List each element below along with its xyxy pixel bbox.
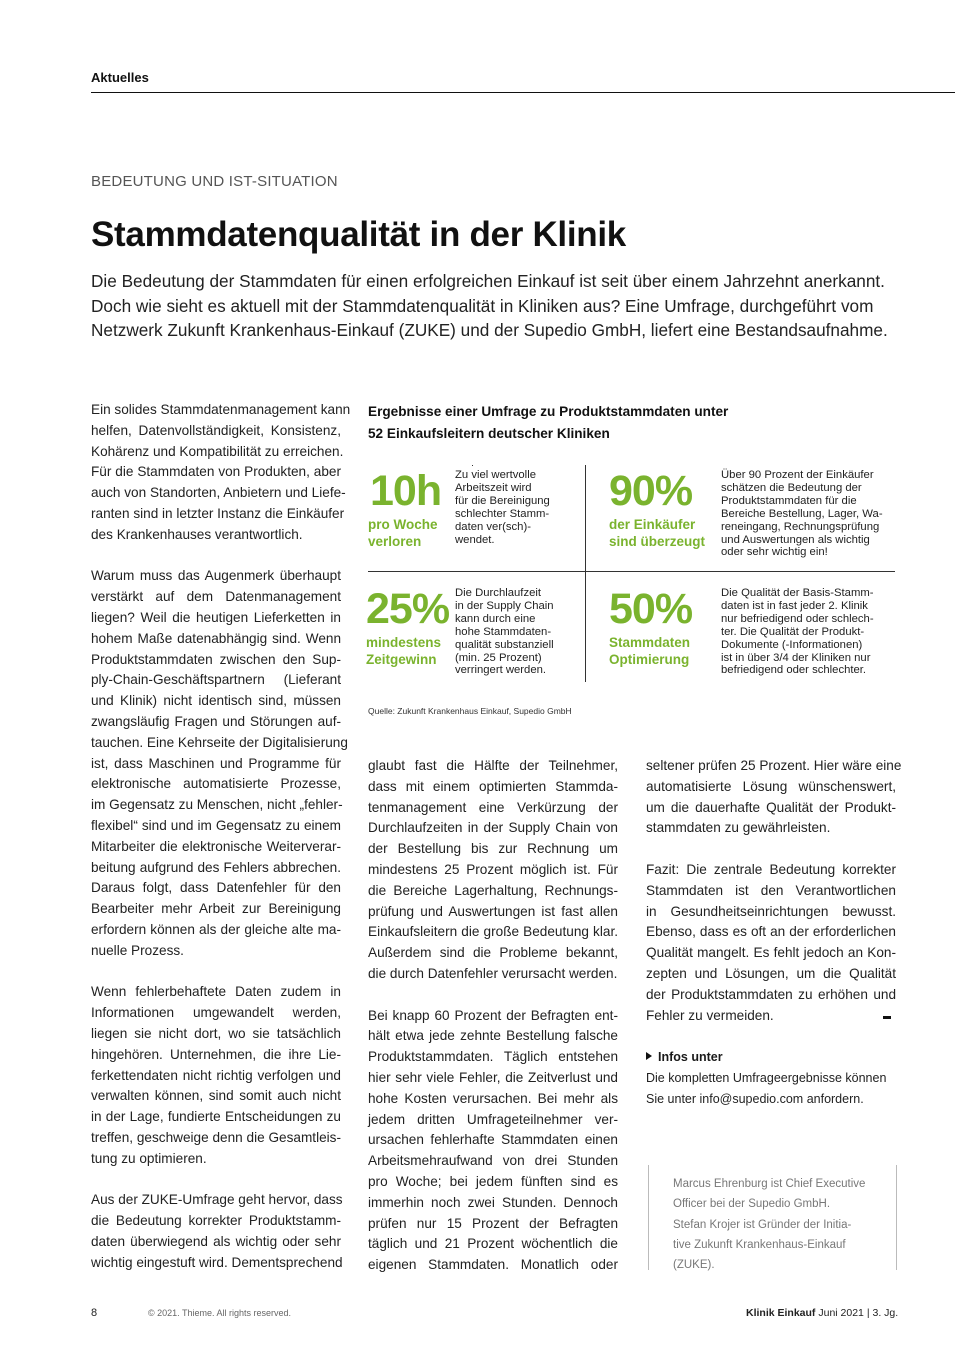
text-line: ist, dass Maschinen und Programme für <box>91 755 341 771</box>
infobox-horizontal-divider <box>368 571 895 572</box>
text-line: tauchen. Eine Kehrseite der Digitalisierung <box>91 734 348 750</box>
stat-label-line: sind überzeugt <box>609 533 706 549</box>
stat-label-line: mindestens <box>366 635 442 650</box>
page-number: 8 <box>91 1307 98 1319</box>
author-line: Stefan Krojer ist Gründer der Initia- <box>673 1219 852 1231</box>
text-line: Einkaufsleitern die große Bedeutung klar. <box>368 924 618 940</box>
text-line: in Gesundheitseinrichtungen bewusst. <box>646 903 896 919</box>
body-column-left <box>91 400 351 1273</box>
triangle-right-icon <box>646 1052 652 1060</box>
text-line: Arbeitsmehraufwand von drei Stunden <box>368 1153 618 1169</box>
text-line: elektronische automatisierte Prozesse, <box>91 776 341 792</box>
infobox-title <box>368 401 728 444</box>
info-text <box>646 1068 886 1110</box>
text-line: Aus der ZUKE-Umfrage geht hervor, dass <box>91 1192 343 1208</box>
text-line: ursachen fehlerhafte Stammdaten einen <box>368 1132 618 1148</box>
body-column-right <box>646 756 902 1026</box>
text-line: des Krankenhauses verantwortlich. <box>91 526 303 542</box>
info-heading-text: Infos unter <box>658 1050 723 1064</box>
text-line: zwangsläufig Fragen und Störungen auf- <box>91 713 341 729</box>
stat-value: 25% <box>366 585 450 633</box>
text-line: Außerdem sind die Probleme bekannt, <box>368 945 618 961</box>
stat-value: 10h <box>370 467 442 515</box>
text-line: Ebenso, dass es oft an der erforderlichen <box>646 924 896 940</box>
text-line: Stammdaten ist den Verantwortlichen <box>646 882 896 898</box>
stat-label-line: verloren <box>368 533 422 549</box>
text-line: der Produktstammdaten zu erhöhen und <box>646 986 896 1002</box>
text-line: hält etwa jede zehnte Bestellung falsche <box>368 1028 618 1044</box>
lead-line: Doch wie sieht es aktuell mit der Stammdatenqualität in Kliniken aus? Eine Umfrage, durchgeführt vom <box>91 296 874 316</box>
text-line: im Gegensatz zu Menschen, nicht „fehler- <box>91 797 343 813</box>
header-divider <box>91 92 955 93</box>
author-line: (ZUKE). <box>673 1259 715 1271</box>
end-of-article-mark <box>883 1016 891 1019</box>
text-line: Für die Stammdaten von Produkten, aber <box>91 464 341 480</box>
stat-description: Zu viel wertvolle Arbeitszeit wird für die Bereinigung schlechter Stamm- daten ver(sch)- wendet. <box>455 469 550 546</box>
author-bio <box>673 1215 851 1275</box>
text-line: automatisierte Lösung wünschenswert, <box>646 778 896 794</box>
stat-description: Die Durchlaufzeit in der Supply Chain kann durch eine hohe Stammdaten- qualität substanziell (min. 25 Prozent) verringert werden. <box>455 587 554 677</box>
text-line: auch von Standorten, Anbietern und Liefe- <box>91 485 346 501</box>
stat-label-line: der Einkäufer <box>609 517 696 532</box>
text-line: ranten sind in letzter Instanz die Einkäufer <box>91 505 345 521</box>
info-line: Die kompletten Umfrageergebnisse können <box>646 1071 887 1085</box>
stat-value: 90% <box>609 467 693 515</box>
paragraph <box>91 1190 341 1273</box>
volume: 3. Jg. <box>872 1307 899 1319</box>
infobox-vertical-divider <box>585 465 586 682</box>
paragraph <box>91 566 348 961</box>
text-line: mindestens 25 Prozent möglich ist. Für <box>368 861 618 877</box>
text-line: liegen? Weil die heutigen Lieferketten in <box>91 609 341 625</box>
stat-description: Über 90 Prozent der Einkäufer schätzen die Bedeutung der Produktstammdaten für die Bereiche Bestellung, Lager, Wa- reneingang, Rechnungsprüfung und Auswertungen als wichtig oder sehr wichtig ein! <box>721 469 883 559</box>
paragraph <box>91 982 341 1169</box>
separator: | <box>866 1307 870 1319</box>
stat-label-line: Zeitgewinn <box>366 651 437 667</box>
text-line: nuelle Prozess. <box>91 942 184 958</box>
text-line: ferkettendaten nicht richtig verfolgen und <box>91 1067 341 1083</box>
text-line: zepten und Lösungen, um die Qualität <box>646 965 896 981</box>
text-line: helfen, Datenvollständigkeit, Konsistenz, <box>91 422 341 438</box>
stat-label <box>609 517 705 550</box>
text-line: die durch Datenfehler verursacht werden. <box>368 965 618 981</box>
text-line: glaubt fast die Hälfte der Teilnehmer, <box>368 758 618 773</box>
text-line: treffen, geschweige denn die Gesamtleis- <box>91 1129 341 1145</box>
text-line: täglich und 21 Prozent wöchentlich die <box>368 1236 618 1252</box>
lead-line: Netzwerk Zukunft Krankenhaus-Einkauf (ZUKE) und der Supedio GmbH, liefert eine Bestandsaufnahme. <box>91 320 888 340</box>
text-line: Informationen umgewandelt werden, <box>91 1005 341 1021</box>
text-line: in der Lage, fundierte Entscheidungen zu <box>91 1109 341 1125</box>
text-line: Fazit: Die zentrale Bedeutung korrekter <box>646 861 896 877</box>
author-line: Marcus Ehrenburg ist Chief Executive <box>673 1178 866 1190</box>
text-line: prüfen nur 15 Prozent der Befragten <box>368 1215 618 1231</box>
paragraph <box>646 860 896 1026</box>
text-line: immerhin noch zwei Stunden. Dennoch <box>368 1194 618 1210</box>
text-line: erfordern können als der gleiche alte ma- <box>91 921 341 937</box>
text-line: die Bedeutung korrekter Produktstamm- <box>91 1213 341 1229</box>
text-line: Kohärenz und Kompatibilität zu erreichen. <box>91 443 344 459</box>
text-line: pro Woche; bei jedem fünften sind es <box>368 1173 618 1189</box>
text-line: seltener prüfen 25 Prozent. Hier wäre eine <box>646 758 902 773</box>
stat-label-line: Optimierung <box>609 651 690 667</box>
text-line: Wenn fehlerbehaftete Daten zudem in <box>91 984 341 1000</box>
text-line: hier sehr viele Fehler, die Zeitverlust und <box>368 1069 618 1085</box>
text-line: um die dauerhafte Qualität der Produkt- <box>646 799 896 815</box>
text-line: Bei knapp 60 Prozent der Befragten ent- <box>368 1007 618 1023</box>
paragraph <box>368 1006 618 1276</box>
body-column-middle <box>368 756 618 1276</box>
text-line: Produktstammdaten. Täglich entstehen <box>368 1049 618 1065</box>
text-line: stammdaten zu gewährleisten. <box>646 820 831 836</box>
text-line: wichtig eingestuft wird. Dementsprechend <box>91 1254 343 1270</box>
text-line: eigenen Stammdaten. Monatlich oder <box>368 1257 618 1273</box>
text-line: dass mit einem optimierten Stammda- <box>368 778 618 794</box>
paragraph <box>368 756 618 985</box>
stat-description: Die Qualität der Basis-Stamm- daten ist in fast jeder 2. Klinik nur befriedigend oder schlech- ter. Die Qualität der Produkt- Dokumente (-Informationen) ist in über 3/4 der Kliniken nur befriedigend oder schlechter. <box>721 587 874 677</box>
text-line: Ein solides Stammdatenmanagement kann <box>91 402 351 417</box>
copyright-notice: © 2021. Thieme. All rights reserved. <box>148 1308 292 1318</box>
stat-label <box>609 635 690 668</box>
text-line: Mitarbeiter die elektronische Weiterverar- <box>91 838 341 854</box>
text-line: Daraus folgt, dass Datenfehler für den <box>91 880 341 896</box>
info-line: Sie unter info@supedio.com anfordern. <box>646 1092 864 1106</box>
text-line: prüfung und Auswertungen ist fast allen <box>368 903 618 919</box>
issue-date: Juni 2021 <box>818 1307 864 1319</box>
author-line: tive Zukunft Krankenhaus-Einkauf <box>673 1239 846 1251</box>
text-line: Fehler zu vermeiden. <box>646 1007 774 1023</box>
text-line: ply-Chain-Geschäftspartnern (Lieferant <box>91 672 341 688</box>
info-heading <box>646 1050 723 1064</box>
text-line: beitung aufgrund des Fehlers abbrechen. <box>91 859 341 875</box>
stat-label-line: Stammdaten <box>609 635 691 650</box>
text-line: der Bestellung bis zur Rechnung um <box>368 841 618 857</box>
text-line: Durchlaufzeiten in der Supply Chain von <box>368 820 618 836</box>
article-kicker: BEDEUTUNG UND IST-SITUATION <box>91 173 338 190</box>
text-line: verstärkt auf dem Datenmanagement <box>91 589 341 605</box>
stat-label-line: pro Woche <box>368 517 438 532</box>
text-line: hohe Kosten verursachen. Bei mehr als <box>368 1090 618 1106</box>
text-line: tung zu optimieren. <box>91 1150 207 1166</box>
infobox-title-line: Ergebnisse einer Umfrage zu Produktstammdaten unter <box>368 404 729 419</box>
paragraph <box>646 756 902 839</box>
text-line: Produktstammdaten zwischen den Sup- <box>91 651 341 667</box>
text-line: liegen sie nicht dort, wo sie tatsächlich <box>91 1025 341 1041</box>
stat-label <box>366 635 441 668</box>
stat-label <box>368 517 438 550</box>
text-line: Qualität mangelt. Es fehlt jedoch an Kon- <box>646 945 896 961</box>
text-line: daten überwiegend als wichtig oder sehr <box>91 1233 341 1249</box>
section-label: Aktuelles <box>91 70 149 85</box>
text-line: tenmanagement eine Verkürzung der <box>368 799 618 815</box>
infobox-title-line: 52 Einkaufsleitern deutscher Kliniken <box>368 425 610 441</box>
lead-line: Die Bedeutung der Stammdaten für einen erfolgreichen Einkauf ist seit über einem Jahrzehnt anerkannt. <box>91 271 885 291</box>
author-bio <box>673 1174 865 1214</box>
article-title: Stammdatenqualität in der Klinik <box>91 215 626 254</box>
author-line: Officer bei der Supedio GmbH. <box>673 1198 831 1210</box>
text-line: flexibel“ sind und im Gegensatz zu einem <box>91 817 341 833</box>
text-line: Warum muss das Augenmerk überhaupt <box>91 568 341 584</box>
infobox-source: Quelle: Zukunft Krankenhaus Einkauf, Supedio GmbH <box>368 706 572 716</box>
infobox-divider <box>472 465 473 466</box>
text-line: hingehören. Unternehmen, die ihre Lie- <box>91 1046 341 1062</box>
stat-value: 50% <box>609 585 693 633</box>
paragraph <box>91 400 351 546</box>
text-line: und Klinik) nicht identisch sind, müssen <box>91 693 341 709</box>
publication-info <box>746 1307 898 1319</box>
text-line: die Bereiche Lagerhaltung, Rechnungs- <box>368 882 618 898</box>
text-line: Bearbeiter mehr Arbeit zur Bereinigung <box>91 901 341 917</box>
text-line: verwalten können, sind somit auch nicht <box>91 1088 341 1104</box>
journal-name: Klinik Einkauf <box>746 1307 816 1319</box>
text-line: jedem dritten Umfrageteilnehmer ver- <box>368 1111 618 1127</box>
text-line: hohem Maße datenabhängig sind. Wenn <box>91 630 341 646</box>
